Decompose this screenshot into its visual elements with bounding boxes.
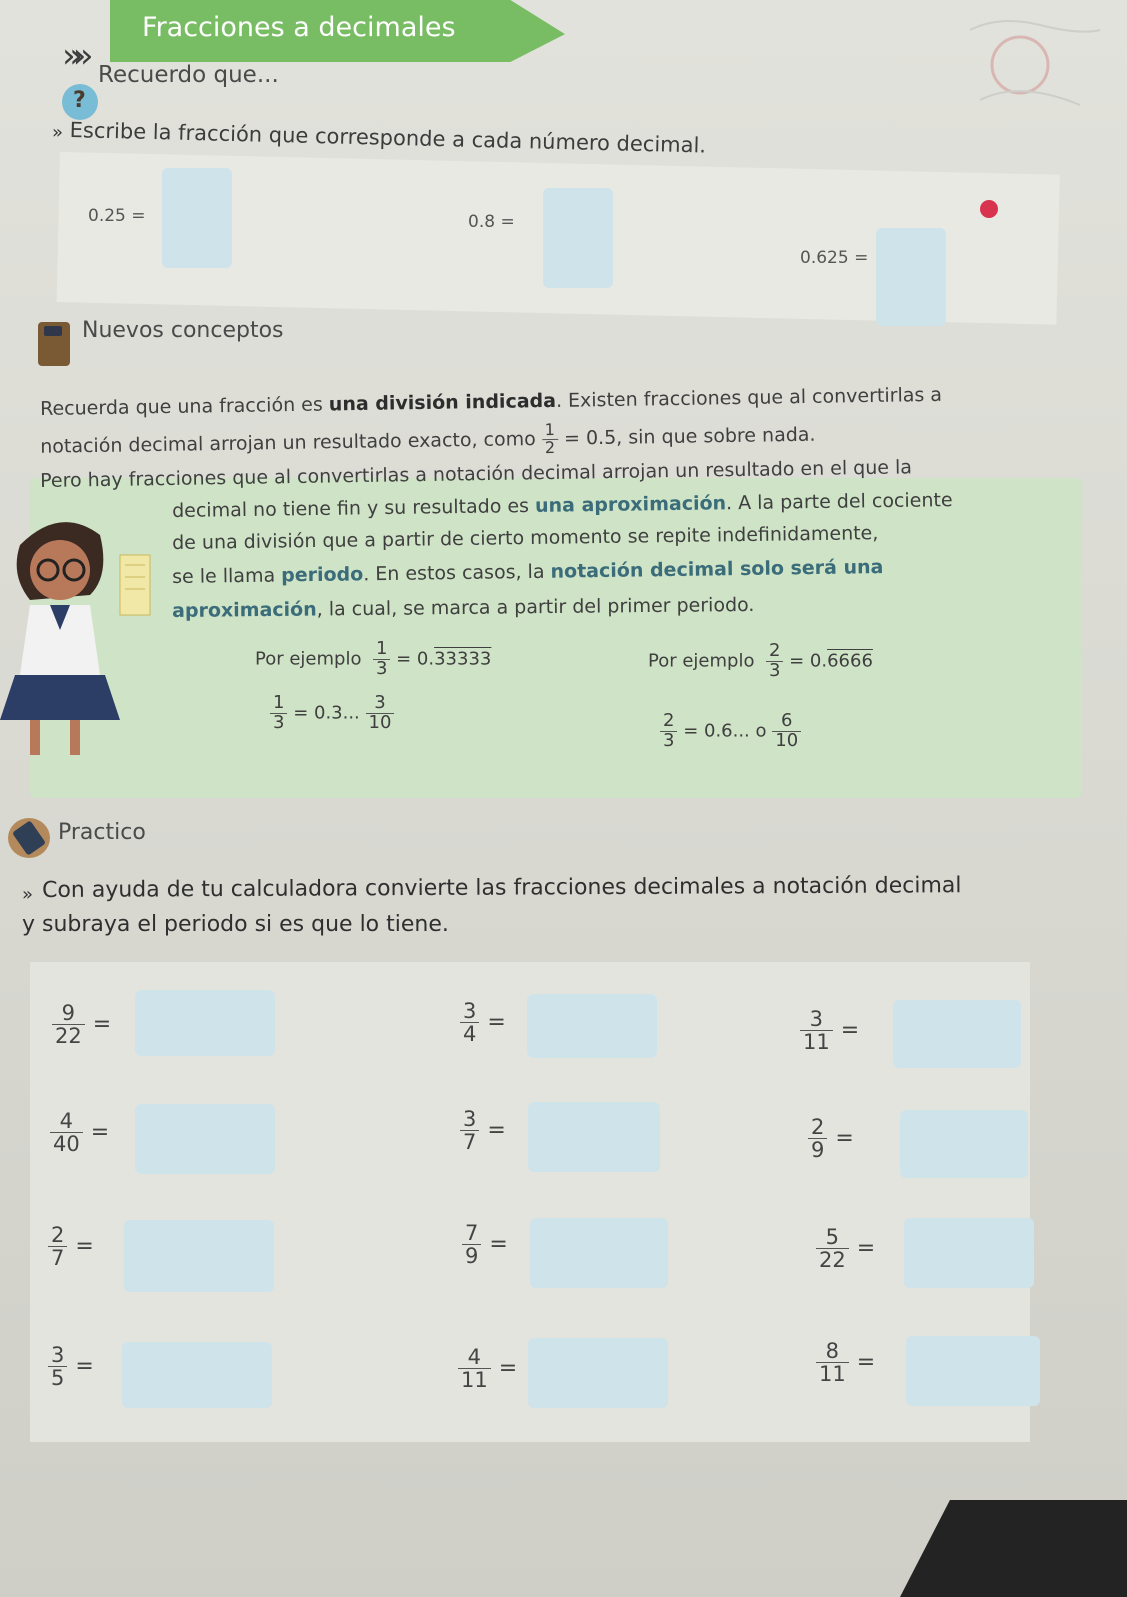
exercise-fraction [52,1002,111,1047]
equals-sign: = [489,1232,508,1258]
denominator: 11 [803,1030,830,1055]
exercise-fraction [800,1008,859,1053]
equals-sign: = [75,1234,94,1260]
denominator: 9 [465,1244,479,1269]
numerator: 2 [808,1116,827,1139]
exercise-fraction [462,1222,508,1267]
equals-sign: = [90,1120,110,1146]
fraction [800,1008,833,1053]
equals-sign: = [840,1018,860,1044]
equals-sign: = [92,1012,112,1038]
exercise-fraction [816,1340,875,1385]
exercise-fraction [50,1110,109,1155]
answer-box[interactable] [900,1110,1028,1178]
fraction [808,1116,827,1161]
numerator: 3 [460,1000,479,1023]
denominator: 40 [53,1132,80,1157]
denominator: 11 [461,1368,488,1393]
numerator: 4 [50,1110,83,1133]
equals-sign: = [856,1350,876,1376]
equals-sign: = [487,1010,506,1036]
fraction [816,1340,849,1385]
answer-box[interactable] [527,994,657,1058]
answer-box[interactable] [122,1342,272,1408]
fraction [50,1110,83,1155]
concept-line-6: se le llama periodo. En estos casos, la notación decimal solo será una [172,556,884,588]
numerator: 2 [48,1224,67,1247]
fraction [460,1108,479,1153]
numerator: 3 [48,1344,67,1367]
answer-box[interactable] [135,990,275,1056]
equals-sign: = [498,1356,518,1382]
answer-box[interactable] [135,1104,275,1174]
fraction [48,1344,67,1389]
answer-box[interactable] [124,1220,274,1292]
practice-instruction-2: y subraya el periodo si es que lo tiene. [22,912,449,937]
equals-sign: = [75,1354,94,1380]
fraction [816,1226,849,1271]
numerator: 3 [460,1108,479,1131]
exercise-fraction [460,1108,506,1153]
pencil-icon [8,818,50,858]
numerator: 4 [458,1346,491,1369]
exercise-fraction [808,1116,854,1161]
fraction [52,1002,85,1047]
numerator: 5 [816,1226,849,1249]
section-heading-recuerdo: Recuerdo que... [98,62,279,88]
fraction [460,1000,479,1045]
book-icon [38,322,70,366]
denominator: 4 [463,1022,477,1047]
denominator: 5 [51,1366,65,1391]
page-title: Fracciones a decimales [142,12,456,43]
concept-line-4: decimal no tiene fin y su resultado es una aproximación. A la parte del cociente [172,489,953,522]
decorative-doodle-icon [960,10,1110,120]
fraction [462,1222,481,1267]
instruction-recuerdo: Escribe la fracción que corresponde a cada número decimal. [69,118,707,158]
decimal-label-3: 0.625 = [800,248,869,268]
denominator: 9 [811,1138,825,1163]
denominator: 22 [819,1248,846,1273]
answer-box-3[interactable] [876,228,946,326]
decimal-label-2: 0.8 = [468,212,515,232]
denominator: 11 [819,1362,846,1387]
concept-line-3: Pero hay fracciones que al convertirlas a notación decimal arrojan un resultado en el que la [40,456,913,492]
numerator: 9 [52,1002,85,1025]
numerator: 7 [462,1222,481,1245]
equals-sign: = [856,1236,876,1262]
fraction [458,1346,491,1391]
corner-shadow [900,1500,1127,1597]
numerator: 3 [800,1008,833,1031]
example-1-exact: Por ejemplo $\frac{1}{3}$ = 0.33333 [255,638,492,679]
question-icon: ? [62,84,98,120]
denominator: 7 [51,1246,65,1271]
concept-line-2: notación decimal arrojan un resultado exacto, como $\frac{1}{2}$ = 0.5, sin que sobre nada. [40,419,816,458]
exercise-fraction [458,1346,517,1391]
exercise-fraction [48,1344,94,1389]
concept-line-1: Recuerda que una fracción es una división indicada. Existen fracciones que al convertirlas a [40,383,943,420]
answer-box[interactable] [528,1338,668,1408]
answer-box-2[interactable] [543,188,613,288]
pin-icon [980,200,998,218]
numerator: 8 [816,1340,849,1363]
equals-sign: = [487,1118,506,1144]
answer-box[interactable] [906,1336,1040,1406]
concept-line-7: aproximación, la cual, se marca a partir del primer periodo. [172,593,755,622]
concept-line-5: de una división que a partir de cierto momento se repite indefinidamente, [172,522,879,554]
bullet-icon: » [22,884,34,905]
example-2-approx: $\frac{2}{3}$ = 0.6... o $\frac{6}{10}$ [660,712,801,751]
fraction [48,1224,67,1269]
exercise-fraction [460,1000,506,1045]
answer-box[interactable] [904,1218,1034,1288]
equals-sign: = [835,1126,854,1152]
chevrons-icon: »» [62,36,84,76]
student-girl-illustration [0,505,160,775]
example-1-approx: $\frac{1}{3}$ = 0.3... $\frac{3}{10}$ [270,694,394,733]
denominator: 22 [55,1024,82,1049]
answer-box[interactable] [530,1218,668,1288]
bullet-icon: » [52,122,64,143]
denominator: 7 [463,1130,477,1155]
answer-box[interactable] [893,1000,1021,1068]
example-2-exact: Por ejemplo $\frac{2}{3}$ = 0.6666 [648,640,873,681]
decimal-label-1: 0.25 = [88,206,146,226]
exercise-fraction [816,1226,875,1271]
practice-instruction-1: Con ayuda de tu calculadora convierte las fracciones decimales a notación decimal [42,873,962,903]
section-heading-nuevos: Nuevos conceptos [82,318,284,343]
answer-box[interactable] [528,1102,660,1172]
exercise-fraction [48,1224,94,1269]
answer-box-1[interactable] [162,168,232,268]
section-heading-practico: Practico [58,820,146,845]
